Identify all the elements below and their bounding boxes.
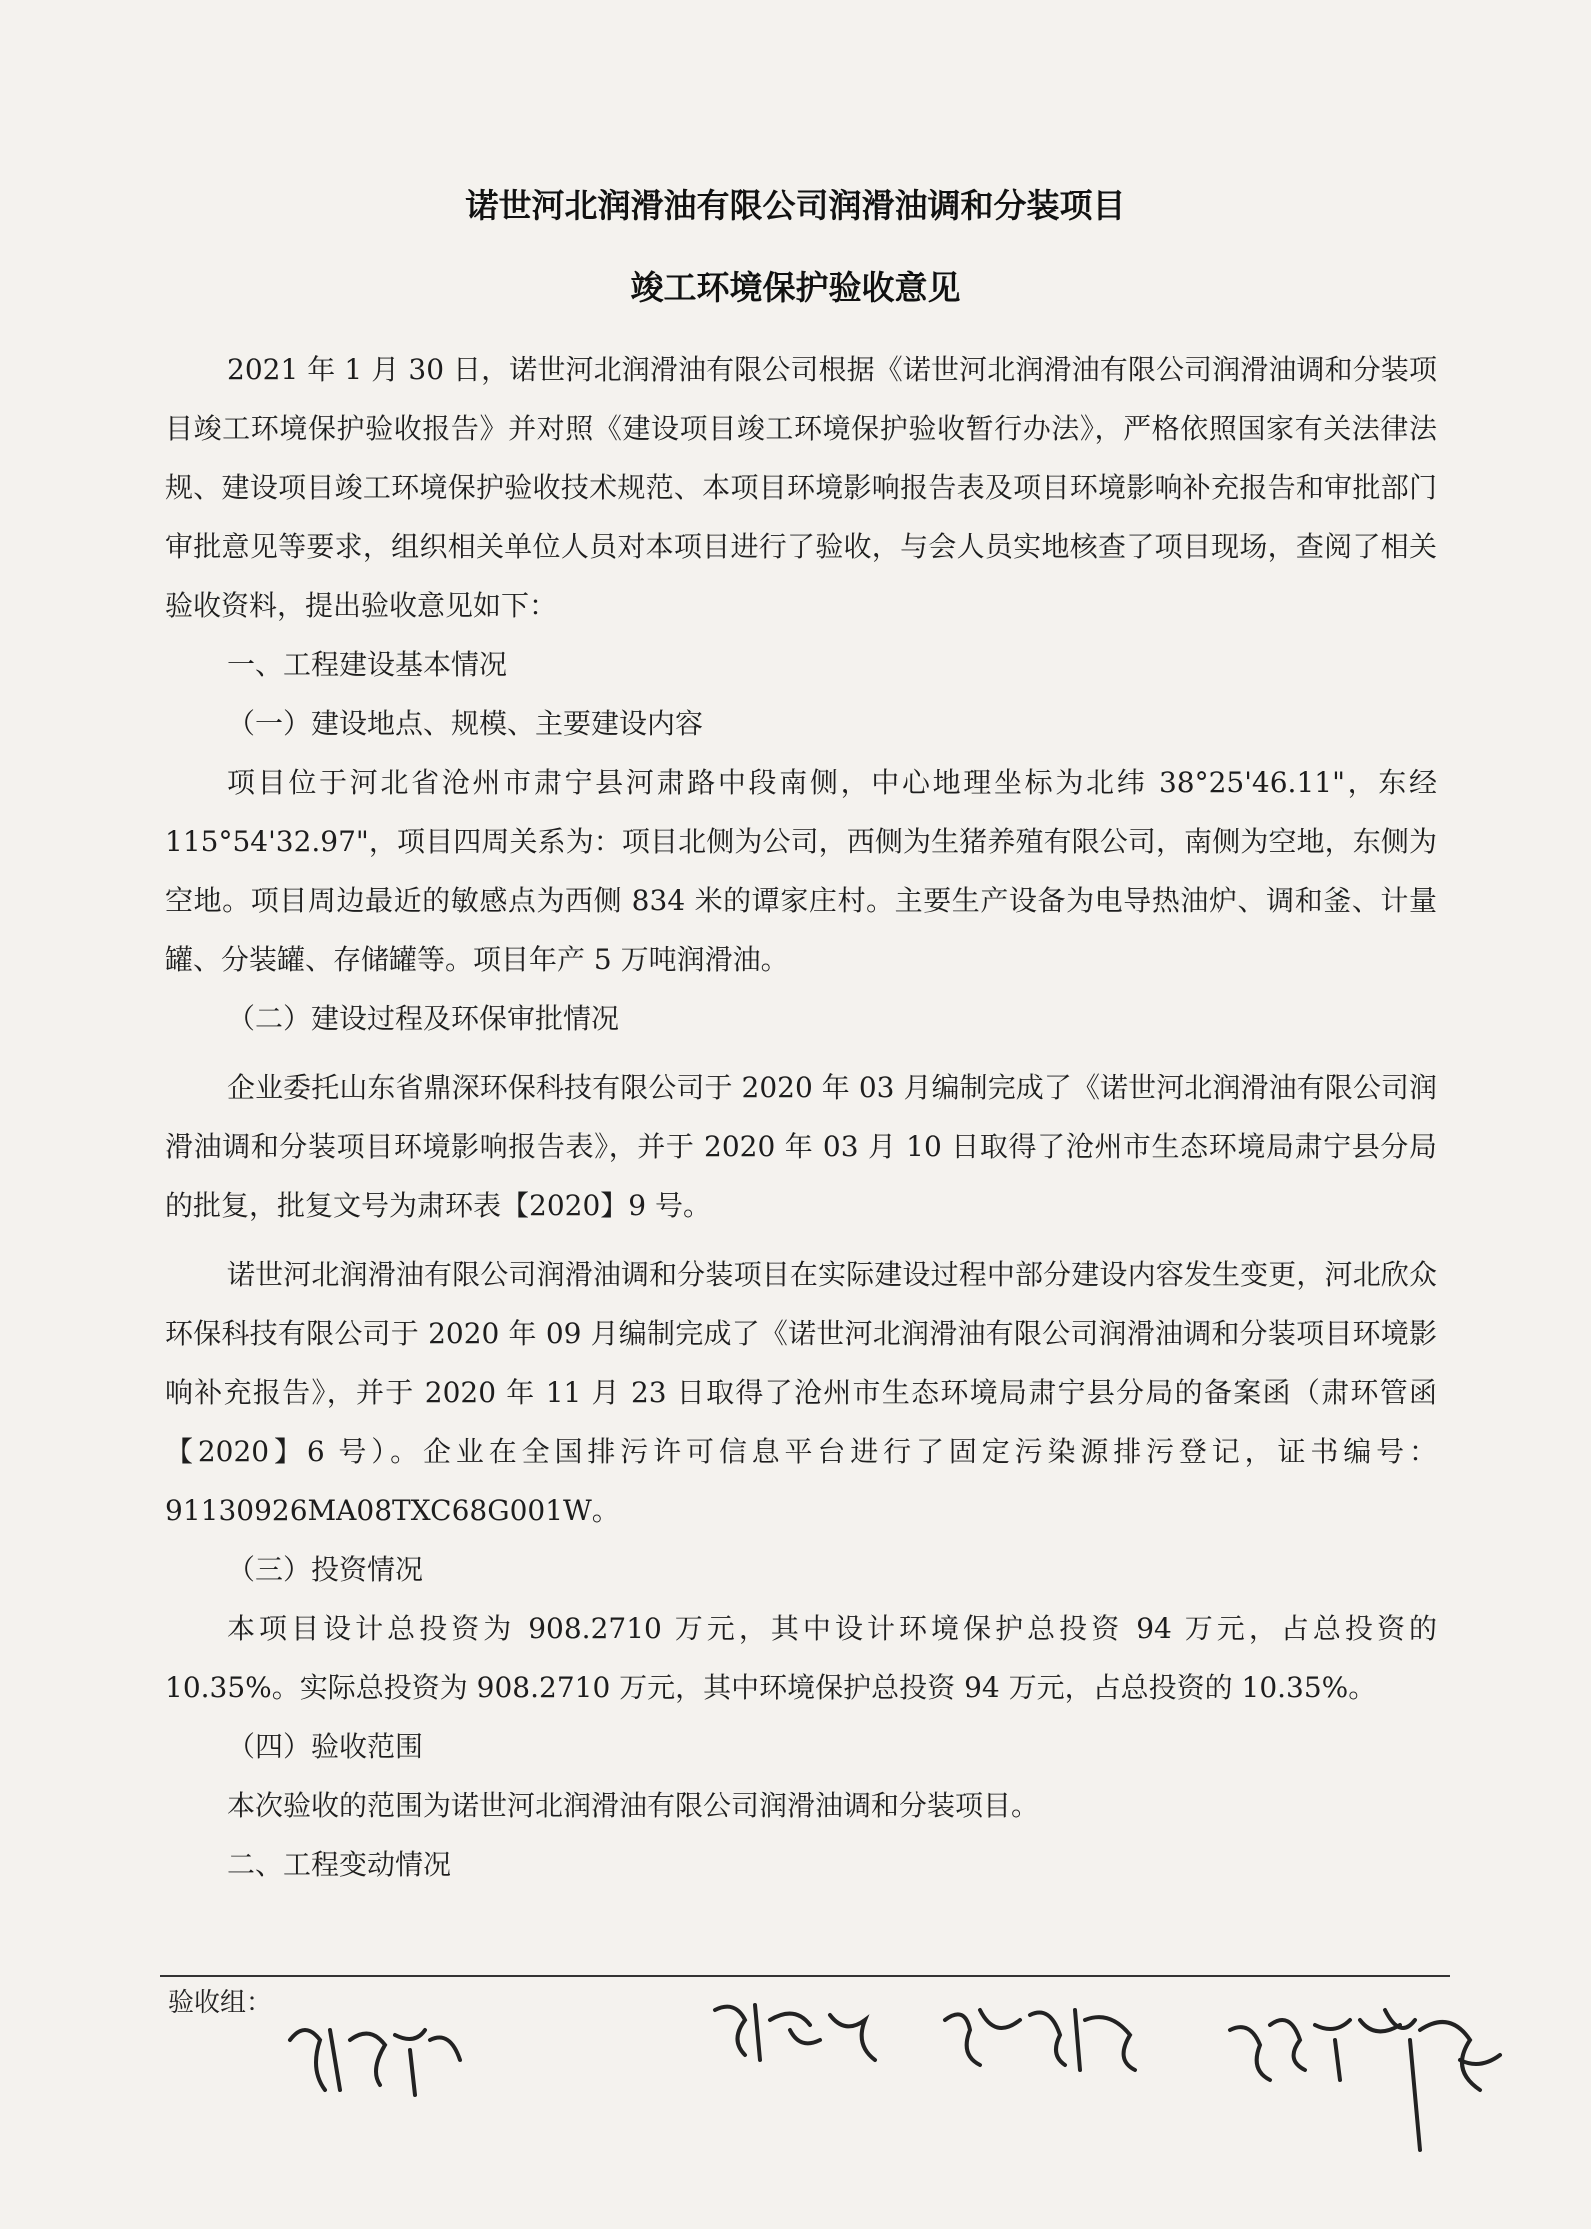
subsection-heading-2: （二）建设过程及环保审批情况 — [227, 1002, 620, 1035]
document-body — [165, 340, 1437, 1894]
document-title-line1: 诺世河北润滑油有限公司润滑油调和分装项目 — [465, 186, 1126, 225]
subsection-heading-1: （一）建设地点、规模、主要建设内容 — [227, 707, 704, 740]
handwritten-signature-2 — [700, 1990, 890, 2080]
change-paragraph: 诺世河北润滑油有限公司润滑油调和分装项目在实际建设过程中部分建设内容发生变更，河北欣众环保科技有限公司于 2020 年 09 月编制完成了《诺世河北润滑油有限公司润滑油调和分装项目环境影响补充报告》，并于 2020 年 11 月 23 日取得了沧州市生态环境局肃宁县分局的备案函（肃环管函【2020】6 号）。企业在全国排污许可信息平台进行了固定污染源排污登记，证书编号：91130926MA08TXC68G001W。 — [165, 1258, 1437, 1527]
handwritten-signature-1 — [270, 2000, 470, 2110]
investment-paragraph: 本项目设计总投资为 908.2710 万元，其中设计环境保护总投资 94 万元，占总投资的 10.35%。实际总投资为 908.2710 万元，其中环境保护总投资 94 万元，占总投资的 10.35%。 — [165, 1612, 1437, 1704]
intro-paragraph: 2021 年 1 月 30 日，诺世河北润滑油有限公司根据《诺世河北润滑油有限公司润滑油调和分装项目竣工环境保护验收报告》并对照《建设项目竣工环境保护验收暂行办法》，严格依照国家有关法律法规、建设项目竣工环境保护验收技术规范、本项目环境影响报告表及项目环境影响补充报告和审批部门审批意见等要求，组织相关单位人员对本项目进行了验收，与会人员实地核查了项目现场，查阅了相关验收资料，提出验收意见如下： — [165, 353, 1437, 622]
section-heading-1: 一、工程建设基本情况 — [227, 648, 508, 681]
handwritten-signature-3 — [935, 1990, 1145, 2090]
subsection-heading-4: （四）验收范围 — [227, 1730, 424, 1763]
subsection-heading-3: （三）投资情况 — [227, 1553, 424, 1586]
document-title-line2: 竣工环境保护验收意见 — [630, 268, 961, 307]
handwritten-signature-4 — [1220, 2000, 1520, 2180]
scope-paragraph: 本次验收的范围为诺世河北润滑油有限公司润滑油调和分装项目。 — [227, 1789, 1040, 1822]
location-paragraph: 项目位于河北省沧州市肃宁县河肃路中段南侧，中心地理坐标为北纬 38°25'46.11"，东经 115°54'32.97"，项目四周关系为：项目北侧为公司，西侧为生猪养殖有限公司，南侧为空地，东侧为空地。项目周边最近的敏感点为西侧 834 米的谭家庄村。主要生产设备为电导热油炉、调和釜、计量罐、分装罐、存储罐等。项目年产 5 万吨润滑油。 — [165, 766, 1437, 976]
signature-divider — [160, 1975, 1450, 1977]
section-heading-2: 二、工程变动情况 — [227, 1848, 452, 1881]
signature-label: 验收组： — [168, 1988, 273, 2018]
approval-paragraph: 企业委托山东省鼎深环保科技有限公司于 2020 年 03 月编制完成了《诺世河北润滑油有限公司润滑油调和分装项目环境影响报告表》，并于 2020 年 03 月 10 日取得了沧州市生态环境局肃宁县分局的批复，批复文号为肃环表【2020】9 号。 — [165, 1071, 1437, 1222]
